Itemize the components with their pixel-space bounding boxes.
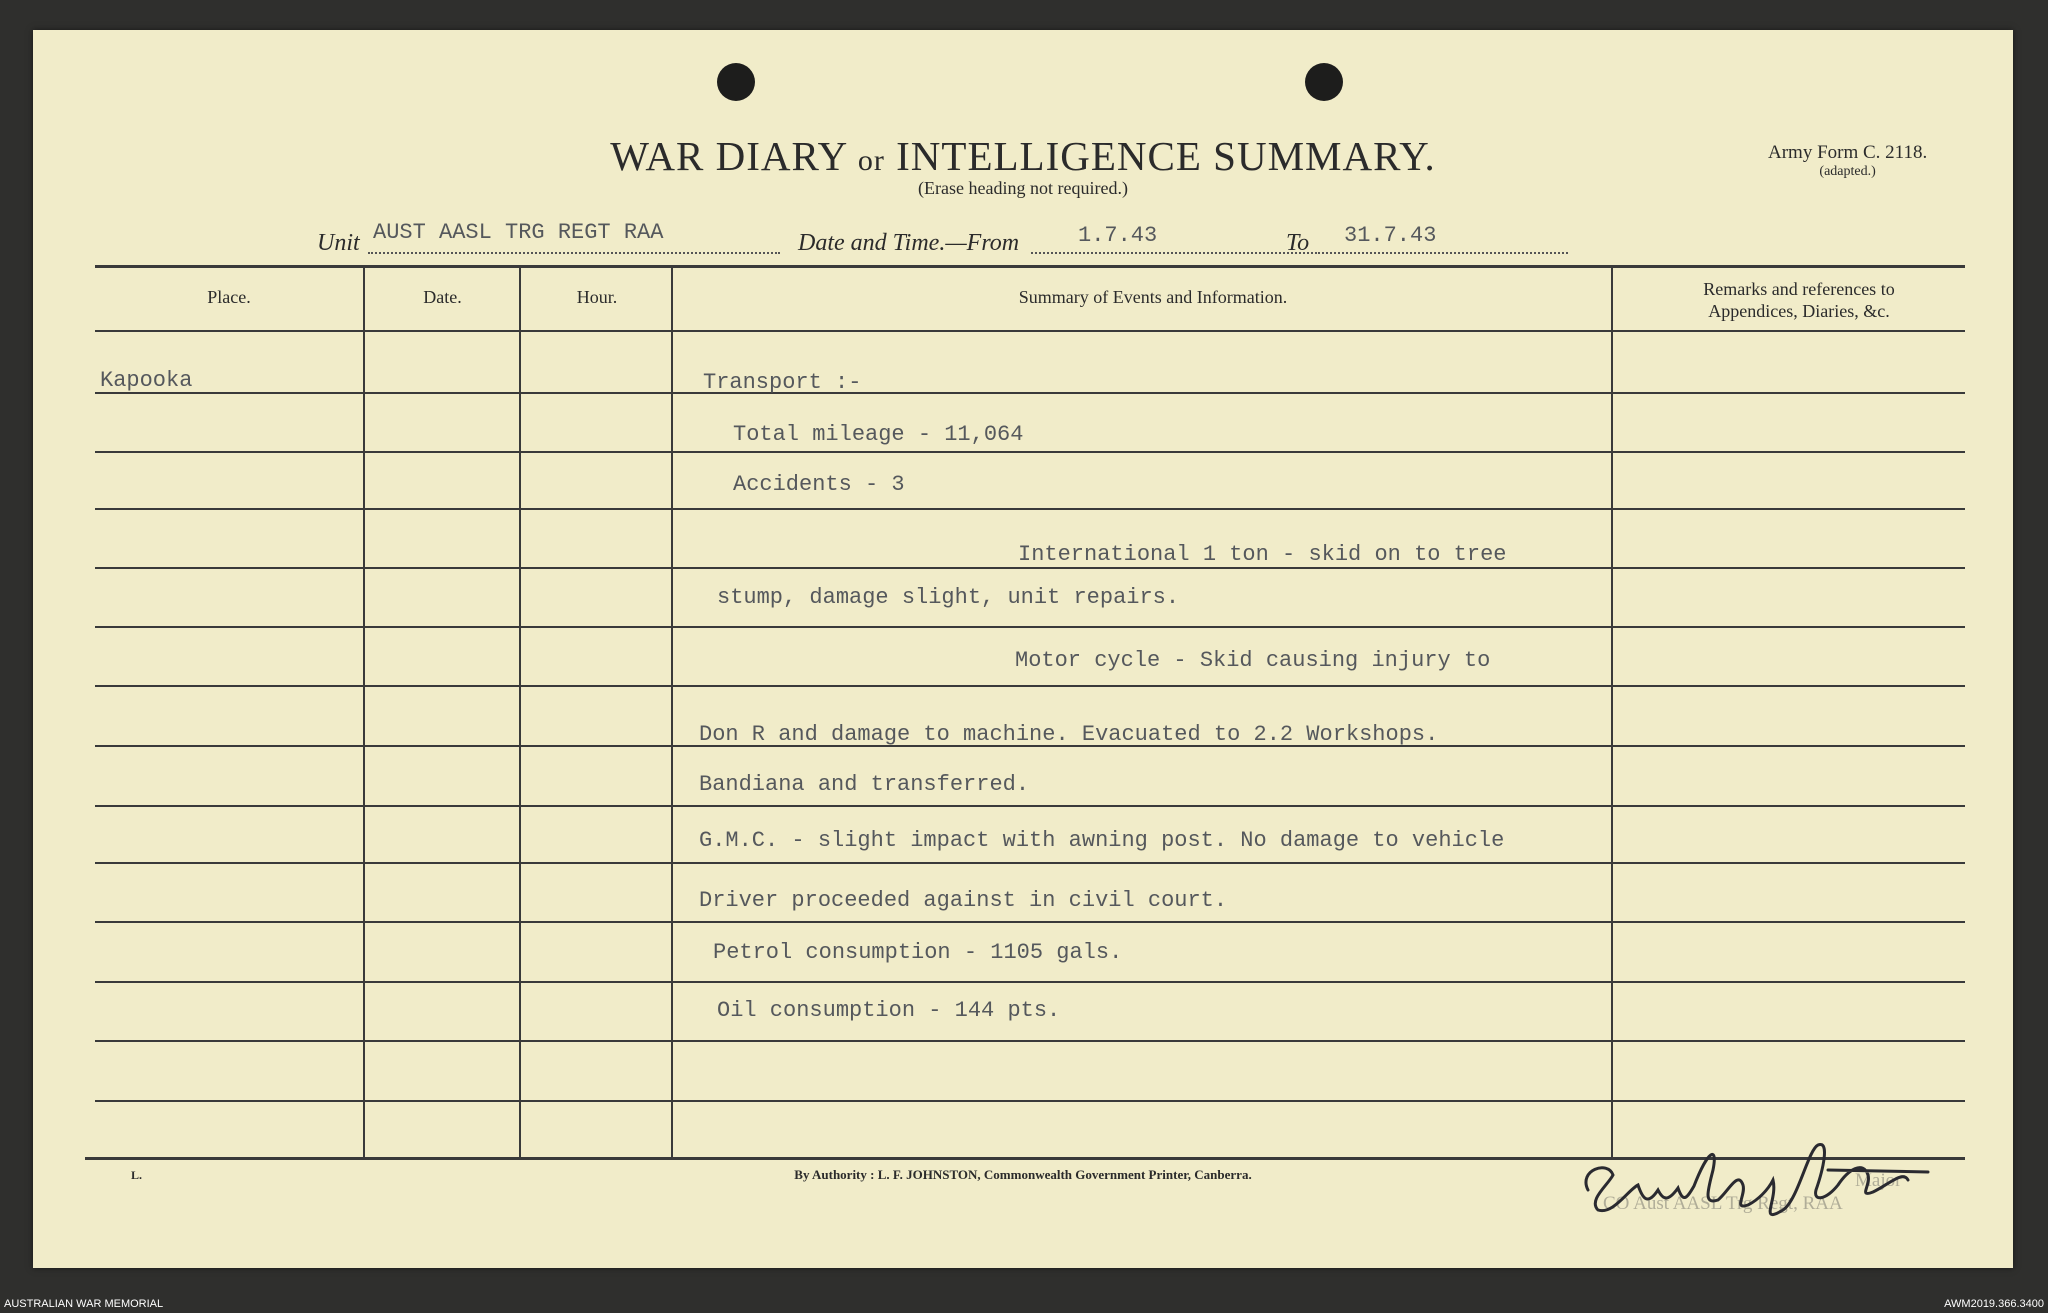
punch-hole-right xyxy=(1305,63,1343,101)
army-form-number: Army Form C. 2118. (adapted.) xyxy=(1768,142,1928,179)
entry-line: Driver proceeded against in civil court. xyxy=(699,888,1228,913)
entry-line: G.M.C. - slight impact with awning post. No damage to vehicle xyxy=(699,828,1505,853)
entry-line: International 1 ton - skid on to tree xyxy=(1018,542,1507,567)
date-to-label: To xyxy=(1286,230,1310,256)
punch-hole-left xyxy=(717,63,755,101)
stamp-unit: CO Aust AASL Trg Regt, RAA xyxy=(1603,1193,1843,1214)
date-to-value: 31.7.43 xyxy=(1344,223,1437,248)
ruled-line xyxy=(95,805,1965,807)
divider-place-date xyxy=(363,267,365,1157)
ruled-line xyxy=(95,1100,1965,1102)
ruled-line xyxy=(95,330,1965,332)
ruled-line xyxy=(95,921,1965,923)
entry-line: Accidents - 3 xyxy=(733,472,905,497)
form-title: WAR DIARY or INTELLIGENCE SUMMARY. xyxy=(610,133,1436,179)
column-header-summary: Summary of Events and Information. xyxy=(1018,287,1288,307)
date-from-dotted-line xyxy=(1031,252,1313,254)
entry-line: Petrol consumption - 1105 gals. xyxy=(713,940,1123,965)
column-header-date: Date. xyxy=(423,287,462,307)
archive-caption-left: AUSTRALIAN WAR MEMORIAL xyxy=(4,1298,164,1310)
entry-line: Oil consumption - 144 pts. xyxy=(717,998,1061,1023)
ruled-line xyxy=(95,508,1965,510)
date-to-dotted-line xyxy=(1315,252,1568,254)
date-time-label: Date and Time.—From xyxy=(798,230,1020,256)
form-subtitle: (Erase heading not required.) xyxy=(918,178,1128,198)
form-code-mark: L. xyxy=(131,1168,143,1182)
archive-caption-right: AWM2019.366.3400 xyxy=(1944,1298,2044,1310)
entry-line: Motor cycle - Skid causing injury to xyxy=(1015,648,1491,673)
unit-label: Unit xyxy=(317,230,360,256)
printer-authority: By Authority : L. F. JOHNSTON, Commonwealth Government Printer, Canberra. xyxy=(794,1167,1252,1182)
column-header-hour: Hour. xyxy=(576,287,618,307)
column-header-place: Place. xyxy=(207,287,251,307)
unit-value: AUST AASL TRG REGT RAA xyxy=(373,220,664,245)
ruled-line xyxy=(95,1040,1965,1042)
unit-dotted-line xyxy=(368,252,780,254)
entry-line: Total mileage - 11,064 xyxy=(733,422,1024,447)
ruled-line xyxy=(95,392,1965,394)
divider-date-hour xyxy=(519,267,521,1157)
entry-line: Bandiana and transferred. xyxy=(699,772,1030,797)
divider-hour-summary xyxy=(671,267,673,1157)
ruled-line xyxy=(95,981,1965,983)
diary-sheet xyxy=(33,30,2013,1268)
stamp-rank: Major xyxy=(1855,1170,1902,1191)
table-top-border xyxy=(95,265,1965,268)
ruled-line xyxy=(95,685,1965,687)
ruled-line xyxy=(95,626,1965,628)
ruled-line xyxy=(95,567,1965,569)
ruled-line xyxy=(95,451,1965,453)
column-header-remarks: Remarks and references to Appendices, Diaries, &c. xyxy=(1703,279,1895,321)
entry-line: stump, damage slight, unit repairs. xyxy=(717,585,1180,610)
date-from-value: 1.7.43 xyxy=(1078,223,1158,248)
entry-line: Don R and damage to machine. Evacuated to 2.2 Workshops. xyxy=(699,722,1439,747)
ruled-line xyxy=(95,862,1965,864)
handwritten-signature xyxy=(1568,1130,1948,1240)
entry-line: Transport :- xyxy=(703,370,862,395)
divider-summary-remarks xyxy=(1611,267,1613,1157)
place-entry: Kapooka xyxy=(100,368,193,393)
